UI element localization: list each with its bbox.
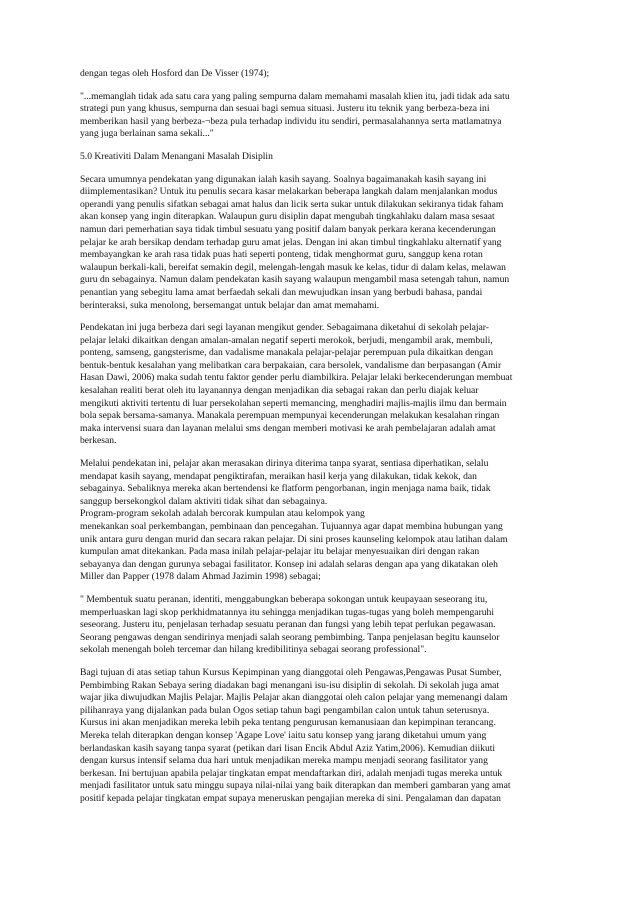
paragraph-kursus: Bagi tujuan di atas setiap tahun Kursus Kepimpinan yang dianggotai oleh Pengawas,Pengawas Pusat Sumber, Pembimbing Rakan Sebaya sering diadakan bagi menangani isu-isu disiplin di sekolah. Di sekolah juga amat wajar jika diwujudkan Majlis Pelajar. Majlis Pelajar akan dianggotai oleh calon pelajar yang memenangi dalam pilihanraya yang dijalankan pada bulan Ogos setiap tahun bagi pengambilan calon untuk tahun seterusnya. Kursus ini akan menjadikan mereka lebih peka tentang pengurusan kemanusiaan dan kepimpinan terancang. Mereka telah diterapkan dengan konsep 'Agape Love' iaitu satu konsep yang jarang diketahui umum yang berlandaskan kasih sayang tanpa syarat (petikan dari lisan Encik Abdul Aziz Yatim,2006). Kemudian diikuti dengan kursus intensif selama dua hari untuk menjadikan mereka mampu menjadi seorang fasilitator yang berkesan. Ini bertujuan apabila pelajar tingkatan empat mendaftarkan diri, adalah menjadi tugas mereka untuk menjadi fasilitator untuk satu minggu supaya nilai-nilai yang baik diterapkan dan memberi gambaran yang amat positif kepada pelajar tingkatan empat supaya meneruskan pengajian mereka di sini. Pengalaman dan dapatan xyxy=(80,666,511,804)
paragraph-quote-hosford: "...memanglah tidak ada satu cara yang paling sempurna dalam memahami masalah klien itu, jadi tidak ada satu strategi pun yang khusus, sempurna dan sesuai bagi semua situasi. Justeru itu teknik yang berbeza-beza ini memberikan hasil yang berbeza-¬beza pula terhadap individu itu sendiri, permasalahannya serta matlamatnya yang juga berlainan sama sekali..." xyxy=(80,90,510,140)
paragraph-quote-miller: " Membentuk suatu peranan, identiti, menggabungkan beberapa sokongan untuk keupayaan seseorang itu, memperluaskan lagi skop perkhidmatannya itu sehingga menjadikan tugas-tugas yang boleh mempengaruhi seseorang. Justeru itu, penjelasan terhadap sesuatu peranan dan fungsi yang lebih tepat perlukan pegawasan. Seorang pengawas dengan sendirinya menjadi salah seorang pembimbing. Tanpa penjelasan begitu kaunselor sekolah menengah boleh tercemar dan hilang kredibilitinya sebagai seorang professional". xyxy=(80,593,500,656)
document-body xyxy=(80,68,562,805)
paragraph-pendekatan: Melalui pendekatan ini, pelajar akan merasakan dirinya diterima tanpa syarat, sentiasa diperhatikan, selalu mendapat kasih sayang, mendapat pengiktirafan, meraikan hasil kerja yang dilakukan, tidak kekok, dan sebagainya. Sebaliknya mereka akan bertendensi ke flatform pengorbanan, ingin menjaga nama baik, tidak sanggup bersekongkol dalam aktiviti tidak sihat dan sebagainya. Program-program sekolah adalah bercorak kumpulan atau kelompok yang menekankan soal perkembangan, pembinaan dan pencegahan. Tujuannya agar dapat membina hubungan yang unik antara guru dengan murid dan secara rakan pelajar. Di sini proses kaunseling kelompok atau latihan dalam kumpulan amat ditekankan. Pada masa inilah pelajar-pelajar itu belajar menyesuaikan diri dengan rakan sebayanya dan dengan gurunya sebagai fasilitator. Konsep ini adalah selaras dengan apa yang dikatakan oleh Miller dan Papper (1978 dalam Ahmad Jazimin 1998) sebagai; xyxy=(80,458,508,583)
section-heading: 5.0 Kreativiti Dalam Menangani Masalah Disiplin xyxy=(80,150,273,162)
paragraph-kasih-sayang: Secara umumnya pendekatan yang digunakan ialah kasih sayang. Soalnya bagaimanakah kasih sayang ini diimplementasikan? Untuk itu penulis secara kasar melakarkan beberapa langkah dalam menjalankan modus operandi yang penulis sifatkan sebagai amat halus dan licik serta sukar untuk dilakukan sekiranya tidak faham akan konsep yang ingin diterapkan. Walaupun guru disiplin dapat mengubah tingkahlaku dalam masa sesaat namun dari pemerhatian saya tidak timbul sesuatu yang positif dalam banyak perkara kerana kecenderungan pelajar ke arah bersikap dendam terhadap guru amat jelas. Dengan ini akan timbul tingkahlaku alternatif yang membayangkan ke arah rasa tidak puas hati seperti ponteng, tidak menghormat guru, sanggup kena rotan walaupun berkali-kali, bereifat semakin degil, melengah-lengah masuk ke kelas, tidur di dalam kelas, melawan guru dn sebagainya. Namun dalam pendekatan kasih sayang walaupun mengambil masa setengah tahun, namun penantian yang sebegitu lama amat berfaedah sekali dan mewujudkan insan yang berbudi bahasa, pandai berinteraksi, suka menolong, bersemangat untuk belajar dan amat memahami. xyxy=(80,173,510,311)
paragraph-intro: dengan tegas oleh Hosford dan De Visser (1974); xyxy=(80,68,270,79)
paragraph-gender: Pendekatan ini juga berbeza dari segi layanan mengikut gender. Sebagaimana diketahui di sekolah pelajar- pelajar lelaki dikaitkan dengan amalan-amalan negatif seperti merokok, berjudi, mengambil arak, membuli, ponteng, samseng, gangsterisme, dan vadalisme manakala pelajar-pelajar perempuan pula dikaitkan dengan bentuk-bentuk kesalahan yang melibatkan cara berpakaian, cara bersolek, vandalisme dan berpasangan (Amir Hasan Dawi, 2006) maka sudah tentu faktor gender perlu diambilkira. Pelajar lelaki berkecenderungan membuat kesalahan realiti berat oleh itu layanannya dengan menjadikan dia sebagai rakan dan perlu diajak keluar mengikuti aktiviti tertentu di luar persekolahan seperti memancing, menghadiri majlis-majlis ilmu dan bermain bola sepak bersama-samanya. Manakala perempuan mempunyai kecenderungan melakukan kesalahan ringan maka intervensi suara dan layanan melalui sms dengan memberi motivasi ke arah pembelajaran adalah amat berkesan. xyxy=(80,322,513,447)
